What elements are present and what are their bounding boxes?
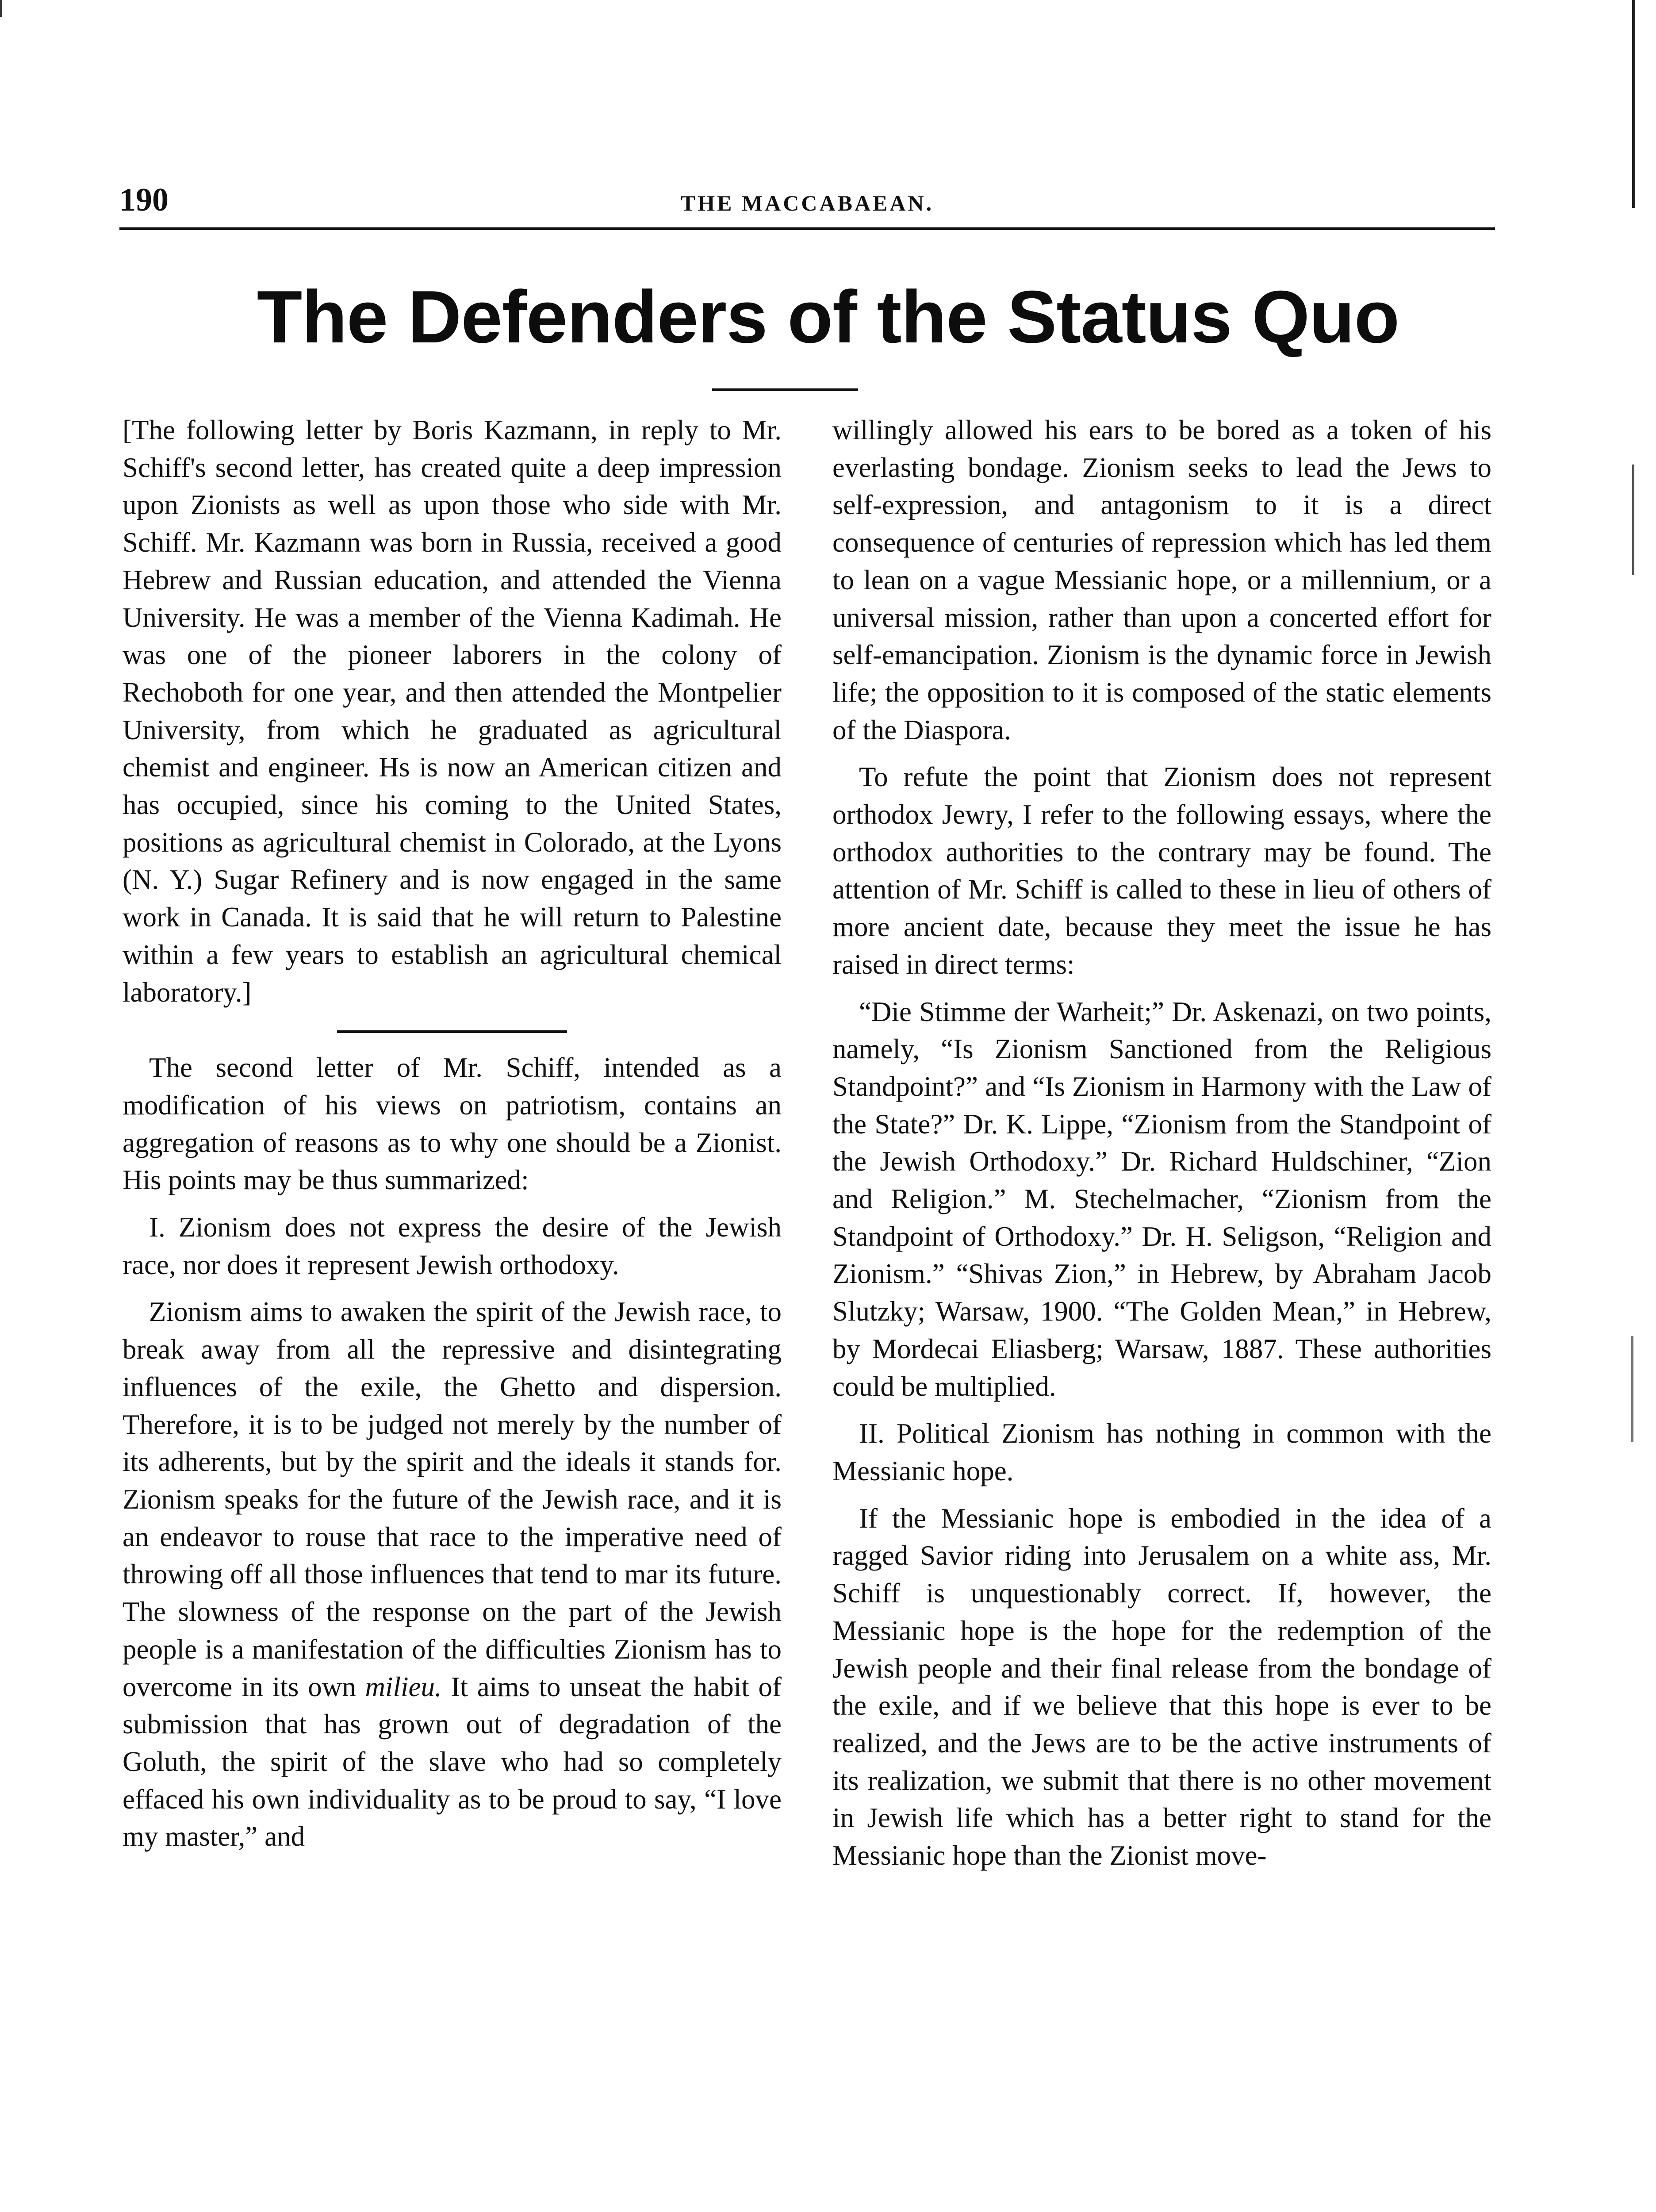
scan-edge-mark <box>0 0 2 17</box>
paragraph: “Die Stimme der Warheit;” Dr. Askenazi, on two points, namely, “Is Zionism Sanctioned from the Religious Standpoint?” and “Is Zionism in Harmony with the Law of the State?” Dr. K. Lippe, “Zionism from the Standpoint of the Jewish Orthodoxy.” Dr. Richard Huldschiner, “Zion and Religion.” M. Stechelmacher, “Zionism from the Standpoint of Orthodoxy.” Dr. H. Seligson, “Religion and Zionism.” “Shivas Zion,” in Hebrew, by Abraham Jacob Slutzky; Warsaw, 1900. “The Golden Mean,” in Hebrew, by Mordecai Eliasberg; Warsaw, 1887. These authorities could be multiplied. <box>832 996 1491 1402</box>
header-rule <box>119 227 1495 230</box>
left-column <box>123 411 782 1855</box>
paragraph: The second letter of Mr. Schiff, intended as a modification of his views on patriotism, contains an aggregation of reasons as to why one should be a Zionist. His points may be thus summarized: <box>123 1052 782 1196</box>
section-rule <box>337 1030 567 1033</box>
editorial-note: [The following letter by Boris Kazmann, in reply to Mr. Schiff's second letter, has created quite a deep impression upon Zionists as well as upon those who side with Mr. Schiff. Mr. Kazmann was born in Russia, received a good Hebrew and Russian education, and attended the Vienna University. He was a member of the Vienna Kadimah. He was one of the pioneer laborers in the colony of Rechoboth for one year, and then attended the Montpelier University, from which he graduated as agricultural chemist and engineer. Hs is now an American citizen and has occupied, since his coming to the United States, positions as agricultural chemist in Colorado, at the Lyons (N. Y.) Sugar Refinery and is now engaged in the same work in Canada. It is said that he will return to Palestine within a few years to establish an agricultural chemical laboratory.] <box>123 415 782 1008</box>
article-title: The Defenders of the Status Quo <box>257 275 1399 358</box>
running-head: THE MACCABAEAN. <box>680 191 934 215</box>
paragraph: If the Messianic hope is embodied in the idea of a ragged Savior riding into Jerusalem on a white ass, Mr. Schiff is unquestionably correct. If, however, the Messianic hope is the hope for the redemption of the Jewish people and their final release from the bondage of the exile, and if we believe that this hope is ever to be realized, and the Jews are to be the active instruments of its realization, we submit that there is no other movement in Jewish life which has a better right to stand for the Messianic hope than the Zionist move- <box>832 1502 1491 1871</box>
paragraph: I. Zionism does not express the desire of the Jewish race, nor does it represent Jewish orthodoxy. <box>123 1212 782 1280</box>
scan-edge-shadow <box>1632 0 1635 208</box>
title-rule <box>712 388 858 391</box>
italic-term: milieu. <box>365 1671 442 1702</box>
scan-edge-shadow <box>1632 465 1634 575</box>
paragraph: To refute the point that Zionism does not represent orthodox Jewry, I refer to the following essays, where the orthodox authorities to the contrary may be found. The attention of Mr. Schiff is called to these in lieu of others of more ancient date, because they meet the issue he has raised in direct terms: <box>832 761 1491 980</box>
paragraph: willingly allowed his ears to be bored as a token of his everlasting bondage. Zionism seeks to lead the Jews to self-expression, and antagonism to it is a direct consequence of centuries of repression which has led them to lean on a vague Messianic hope, or a millennium, or a universal mission, rather than upon a concerted effort for self-emancipation. Zionism is the dynamic force in Jewish life; the opposition to it is composed of the static elements of the Diaspora. <box>832 415 1491 745</box>
page-number: 190 <box>119 182 169 218</box>
paragraph <box>123 1293 782 1855</box>
paragraph: II. Political Zionism has nothing in common with the Messianic hope. <box>832 1418 1491 1486</box>
paragraph-text: Zionism aims to awaken the spirit of the Jewish race, to break away from all the repressive and disintegrating influences of the exile, the Ghetto and dispersion. Therefore, it is to be judged not merely by the number of its adherents, but by the spirit and the ideals it stands for. Zionism speaks for the future of the Jewish race, and it is an endeavor to rouse that race to the imperative need of throwing off all those influences that tend to mar its future. The slowness of the response on the part of the Jewish people is a manifestation of the difficulties Zionism has to overcome in its own <box>123 1296 782 1702</box>
paragraph-text: It aims to unseat the habit of submission that has grown out of degradation of the Goluth, the spirit of the slave who had so completely effaced his own individuality as to be proud to say, “I love my master,” and <box>123 1671 782 1852</box>
right-column <box>832 411 1491 1874</box>
page-header <box>119 181 1495 230</box>
scan-edge-shadow <box>1631 1336 1633 1442</box>
